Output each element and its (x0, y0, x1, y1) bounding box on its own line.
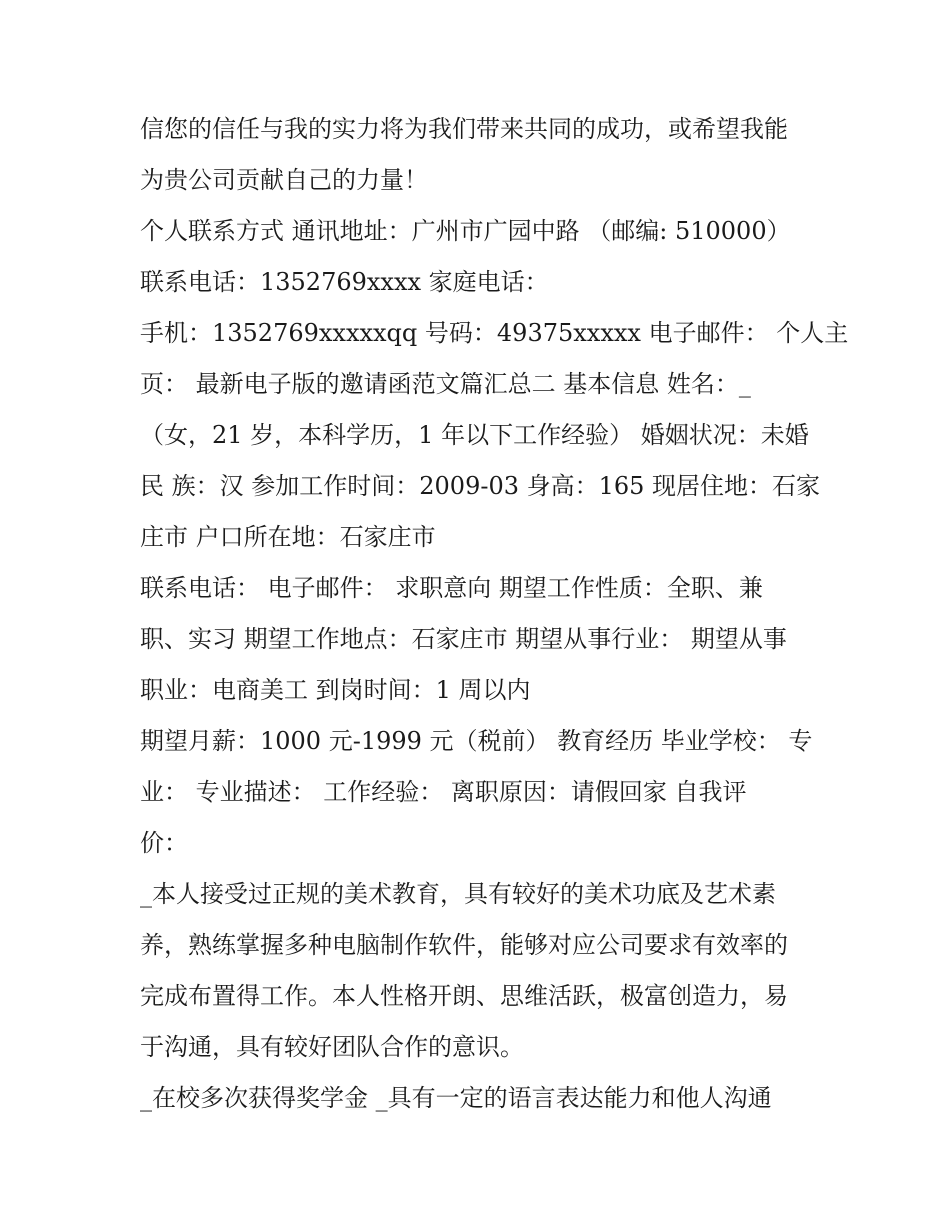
text-line: 价： (140, 829, 188, 857)
text-line: 于沟通，具有较好团队合作的意识。 (140, 1033, 524, 1061)
text-line: 联系电话：1352769xxxx 家庭电话： (140, 268, 549, 296)
text-line: 职业：电商美工 到岗时间：1 周以内 (140, 676, 531, 704)
text-line: 完成布置得工作。本人性格开朗、思维活跃，极富创造力，易 (140, 982, 788, 1010)
document-body (140, 104, 849, 1124)
text-line: 手机：1352769xxxxxqq 号码：49375xxxxx 电子邮件： 个人主 (140, 319, 849, 347)
text-line: _本人接受过正规的美术教育，具有较好的美术功底及艺术素 (140, 880, 776, 908)
paragraph-contact-address (140, 206, 820, 257)
text-line: 养，熟练掌握多种电脑制作软件，能够对应公司要求有效率的 (140, 931, 788, 959)
text-line: 页： 最新电子版的邀请函范文篇汇总二 基本信息 姓名：_ (140, 370, 751, 398)
text-line: 为贵公司贡献自己的力量！ (140, 166, 428, 194)
text-line: 个人联系方式 通讯地址：广州市广园中路 （邮编: 510000） (140, 217, 791, 245)
paragraph-closing (140, 104, 820, 206)
paragraph-salary-education (140, 716, 820, 869)
paragraph-job-intent (140, 563, 820, 716)
text-line: 职、实习 期望工作地点：石家庄市 期望从事行业： 期望从事 (140, 625, 787, 653)
paragraph-basic-info (140, 308, 849, 563)
text-line: _在校多次获得奖学金 _具有一定的语言表达能力和他人沟通 (140, 1084, 772, 1112)
paragraph-self-evaluation (140, 869, 820, 1073)
text-line: 期望月薪：1000 元-1999 元（税前） 教育经历 毕业学校： 专 (140, 727, 813, 755)
text-line: 信您的信任与我的实力将为我们带来共同的成功，或希望我能 (140, 115, 788, 143)
text-line: 联系电话： 电子邮件： 求职意向 期望工作性质：全职、兼 (140, 574, 763, 602)
text-line: 民 族：汉 参加工作时间：2009-03 身高：165 现居住地：石家 (140, 472, 821, 500)
paragraph-awards (140, 1073, 820, 1124)
text-line: 庄市 户口所在地：石家庄市 (140, 523, 436, 551)
text-line: （女，21 岁，本科学历，1 年以下工作经验） 婚姻状况：未婚 (140, 421, 809, 449)
text-line: 业： 专业描述： 工作经验： 离职原因：请假回家 自我评 (140, 778, 747, 806)
paragraph-contact-phone (140, 257, 820, 308)
